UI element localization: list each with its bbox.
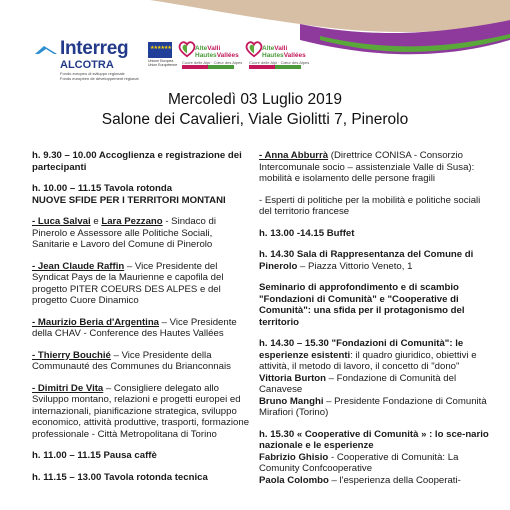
av1-hautes: Hautes: [195, 52, 217, 59]
eu-flag-icon: ★★★★★★: [148, 42, 172, 58]
interreg-brand: Interreg: [60, 38, 129, 59]
program-item-text: (Direttrice CONISA - Consorzio Intercomunale socio – assistenziale Valle di Susa): mobilità e isolamento delle persone fragili: [259, 150, 475, 184]
program-item-heading: h. 9.30 – 10.00 Accoglienza e registrazione dei partecipanti: [32, 150, 242, 173]
speaker-role: - Cooperative di Comunità: La Comunity Confcooperative: [259, 451, 459, 474]
interreg-fund-line: Fonds européen de développement régional: [60, 76, 139, 81]
program-item: [259, 282, 491, 328]
program-item-heading: h. 11.15 – 13.00 Tavola rotonda tecnica: [32, 471, 208, 483]
av1-strip-right: Santé: [194, 75, 203, 79]
program-item-text: – Consigliere delegato allo Sviluppo montano, relazioni e progetti europei ed internazionali, pianificazione strategica, sviluppo economico, attività produttive, trasporti, formazione professionale - Città Metropolitana di Torino: [32, 382, 250, 440]
speaker-name: - Dimitri De Vita: [32, 382, 104, 394]
speaker-name: Bruno Manghi: [259, 395, 324, 407]
event-venue: Salone dei Cavalieri, Viale Giolitti 7, Pinerolo: [101, 111, 409, 128]
program-item-text: – Piazza Vittorio Veneto, 1: [297, 260, 413, 272]
heart-icon: [178, 40, 196, 58]
program-item: [32, 450, 250, 462]
speaker-name: Fabrizio Ghisio: [259, 451, 329, 463]
heart-icon: [245, 40, 263, 58]
program-item-heading: h. 13.00 -14.15 Buffet: [259, 227, 355, 239]
speaker-name: - Maurizio Beria d'Argentina: [32, 316, 160, 328]
program-item: [259, 228, 491, 240]
av1-vallees: Vallées: [216, 52, 239, 59]
av2-valli: Valli: [274, 45, 288, 52]
av2-hautes: Hautes: [262, 52, 284, 59]
speaker-name: - Jean Claude Raffin: [32, 260, 125, 272]
av2-strip-right: École: [262, 75, 271, 79]
program-item: [32, 472, 250, 484]
av1-alte: Alte: [195, 45, 208, 52]
program-item: [259, 150, 491, 185]
program-item-heading: h. 14.30 – 15.30 "Fondazioni di Comunità": le esperienze esistenti: [259, 338, 464, 361]
speaker-name: Paola Colombo: [259, 474, 329, 486]
program-item-text: – Vice Presidente della Communauté des Communes du Brianconnais: [32, 349, 231, 372]
program-item-text: : il quadro giuridico, obiettivi e attività, il metodo di lavoro, il concetto di "dono": [259, 349, 477, 372]
program-item: [32, 150, 250, 173]
event-date: Mercoledì 03 Luglio 2019: [167, 91, 343, 108]
program-item-text: - Sindaco di Pinerolo e Assessore alle Politiche Sociali, Sanitarie e Lavoro del Comune di Pinerolo: [32, 216, 216, 250]
program-item: [32, 261, 250, 307]
program-item-heading: h. 10.00 – 11.15 Tavola rotonda: [32, 183, 173, 194]
program-left-column: [32, 150, 250, 493]
speaker-role: – Fondazione di Comunità del Canavese: [259, 372, 457, 395]
program-item-heading: h. 15.30 « Cooperative di Comunità » : lo sce-nario nazionale e le esperienze: [259, 428, 489, 451]
program-item: [259, 195, 491, 218]
speaker-role: – Presidente Fondazione di Comunità Mirafiori (Torino): [259, 395, 487, 418]
program-item: [32, 183, 250, 206]
program-item: [259, 429, 491, 487]
program-item: [32, 350, 250, 373]
interreg-logo: [34, 38, 150, 81]
speaker-name: - Thierry Bouchié: [32, 349, 111, 361]
speaker-name: - Anna Abburrà: [259, 150, 329, 161]
av1-subtitle: Cuore delle Alpi · Cœur des Alpes: [182, 60, 243, 65]
speaker-joiner: e: [90, 216, 102, 227]
program-item-text: – Vice Presidente del Syndicat Pays de la Maurienne e capofila del progetto PITER COEURS DES ALPES e del progetto Cuore Dinamico: [32, 260, 224, 306]
program-item: [32, 317, 250, 340]
interreg-program: ALCOTRA: [60, 59, 114, 71]
program-right-column: [259, 150, 491, 496]
program-item-heading: NUOVE SFIDE PER I TERRITORI MONTANI: [32, 194, 226, 206]
program-item: [32, 383, 250, 441]
speaker-role: – l'esperienza della Cooperati-: [328, 474, 461, 486]
av2-alte: Alte: [262, 45, 275, 52]
av1-valli: Valli: [207, 45, 221, 52]
program-item-heading: Seminario di approfondimento e di scambio "Fondazioni di Comunità" e "Cooperative di Comunità": una sfida per il protagonismo del territorio: [259, 282, 465, 328]
speaker-name: Lara Pezzano: [101, 216, 163, 227]
av1-strip-left: Salute: [182, 75, 191, 79]
av2-strip-left: Scuola: [249, 75, 259, 79]
program-item: [32, 216, 250, 251]
program-item-heading: h. 11.00 – 11.15 Pausa caffè: [32, 450, 157, 461]
av1-strip: [182, 65, 234, 79]
speaker-name: Vittoria Burton: [259, 372, 326, 384]
interreg-swoosh-icon: [34, 44, 58, 58]
program-item: [259, 338, 491, 419]
program-item-heading: h. 14.30 Sala di Rappresentanza del Comune di Pinerolo: [259, 249, 474, 272]
interreg-fund-line: Fondo europeo di sviluppo regionale: [60, 71, 125, 76]
program-item-text: – Vice Presidente della CHAV - Conference des Hautes Vallées: [32, 316, 237, 339]
av2-strip: [249, 65, 301, 79]
av2-subtitle: Cuore delle Alpi · Cœur des Alpes: [249, 60, 310, 65]
av2-vallees: Vallées: [283, 52, 306, 59]
program-item: [259, 249, 491, 272]
speaker-name: - Luca Salvai: [32, 216, 91, 227]
program-item-text: - Esperti di politiche per la mobilità e politiche sociali del territorio francese: [259, 194, 481, 217]
eu-label: Unione Europea Union Européenne: [148, 59, 178, 67]
